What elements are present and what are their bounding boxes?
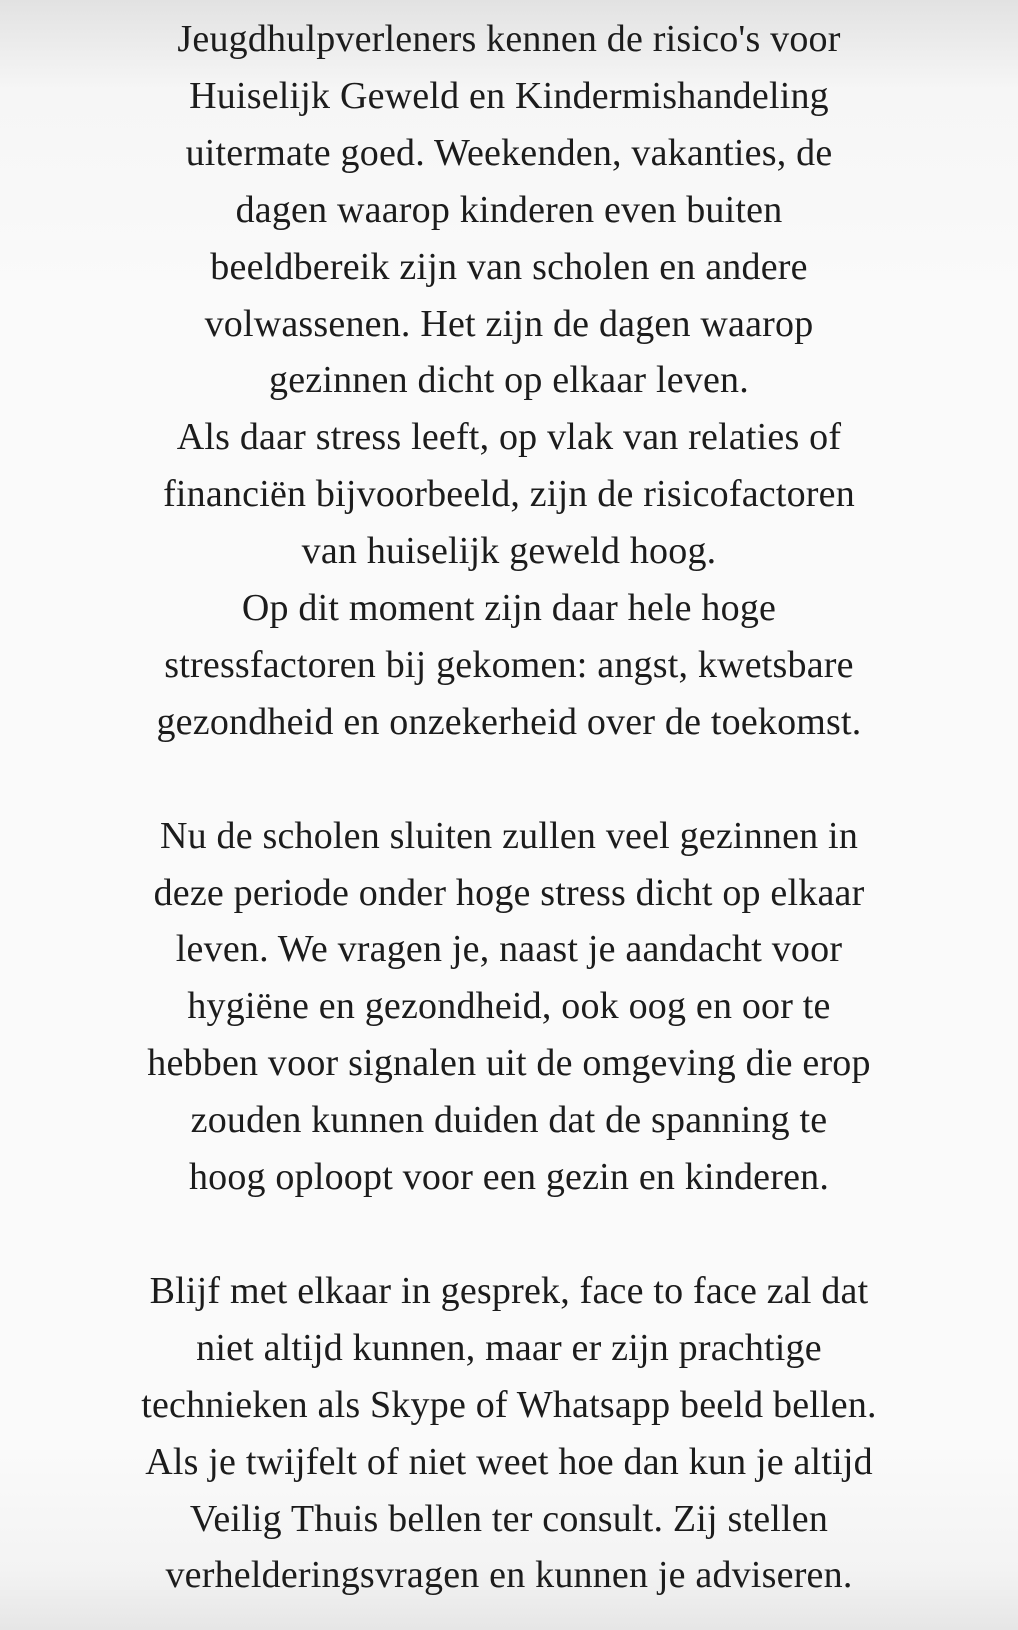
- text-line: gezinnen dicht op elkaar leven.: [269, 359, 749, 402]
- text-line: technieken als Skype of Whatsapp beeld bellen.: [141, 1383, 877, 1426]
- text-line: financiën bijvoorbeeld, zijn de risicofactoren: [163, 473, 855, 516]
- text-line: hebben voor signalen uit de omgeving die erop: [147, 1042, 871, 1085]
- text-line: volwassenen. Het zijn de dagen waarop: [204, 302, 814, 345]
- text-line: Als daar stress leeft, op vlak van relaties of: [176, 416, 842, 459]
- text-line: Als je twijfelt of niet weet hoe dan kun je altijd: [145, 1440, 873, 1483]
- text-line: Blijf met elkaar in gesprek, face to face zal dat: [149, 1269, 869, 1312]
- text-line: Veilig Thuis bellen ter consult. Zij stellen: [189, 1497, 829, 1540]
- text-line: beeldbereik zijn van scholen en andere: [210, 245, 808, 288]
- text-line: gezondheid en onzekerheid over de toekomst.: [156, 700, 862, 743]
- text-line: Huiselijk Geweld en Kindermishandeling: [189, 74, 829, 117]
- text-line: Jeugdhulpverleners kennen de risico's voor: [177, 18, 841, 60]
- text-line: van huiselijk geweld hoog.: [301, 530, 717, 573]
- text-line: hygiëne en gezondheid, ook oog en oor te: [187, 985, 831, 1028]
- paragraph-1: [0, 11, 1018, 751]
- text-line: verhelderingsvragen en kunnen je adviseren.: [165, 1554, 853, 1597]
- paragraph-3: [0, 1263, 1018, 1604]
- paragraph-gap: [0, 1206, 1018, 1263]
- paragraph-2: [0, 808, 1018, 1206]
- text-line: Op dit moment zijn daar hele hoge: [241, 587, 777, 630]
- text-line: hoog oploopt voor een gezin en kinderen.: [188, 1156, 830, 1199]
- text-line: stressfactoren bij gekomen: angst, kwetsbare: [164, 643, 854, 686]
- paragraph-gap: [0, 751, 1018, 808]
- text-line: deze periode onder hoge stress dicht op elkaar: [153, 871, 865, 914]
- text-line: niet altijd kunnen, maar er zijn prachtige: [196, 1326, 822, 1369]
- text-line: leven. We vragen je, naast je aandacht voor: [175, 928, 843, 971]
- text-line: Nu de scholen sluiten zullen veel gezinnen in: [159, 814, 859, 857]
- text-line: uitermate goed. Weekenden, vakanties, de: [185, 131, 833, 174]
- text-line: zouden kunnen duiden dat de spanning te: [190, 1099, 828, 1142]
- text-line: dagen waarop kinderen even buiten: [235, 188, 783, 231]
